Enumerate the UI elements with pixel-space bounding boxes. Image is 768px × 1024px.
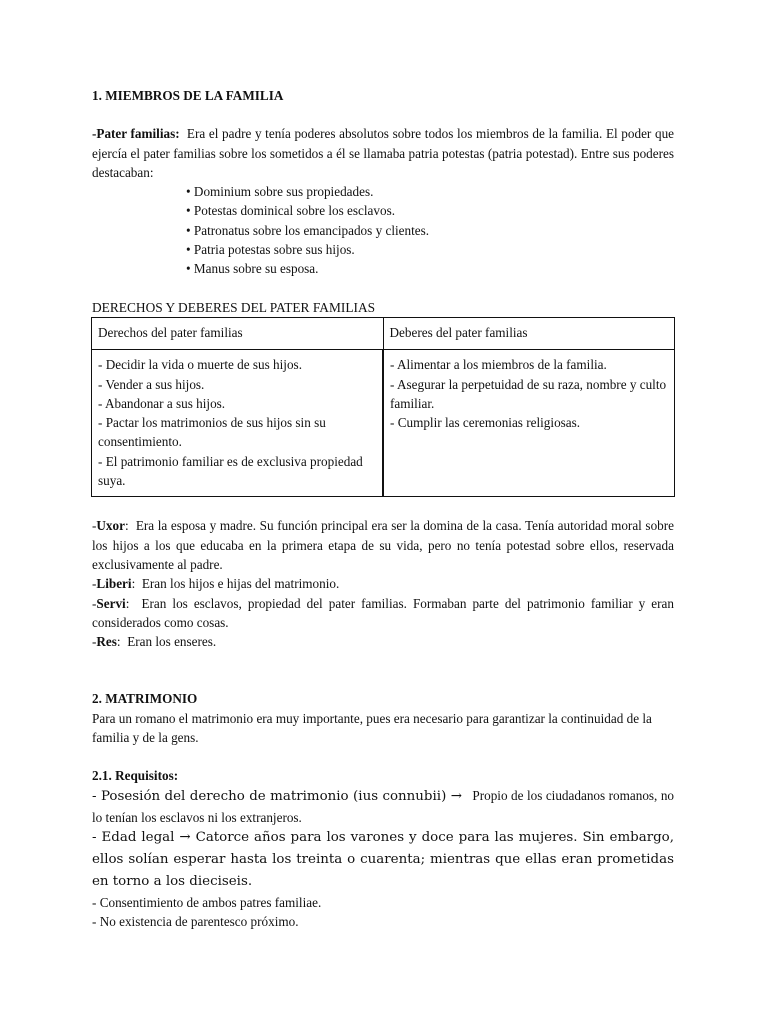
power-item: • Dominium sobre sus propiedades.: [186, 182, 674, 201]
right-item: - Abandonar a sus hijos.: [98, 395, 226, 411]
duty-item: - Cumplir las ceremonias religiosas.: [390, 415, 581, 431]
pater-familias-label: -Pater familias:: [92, 126, 180, 142]
member-servi: -Servi: Eran los esclavos, propiedad del pater familias. Formaban parte del patrimonio familiar y eran considerados como cosas.: [92, 595, 675, 630]
member-liberi: -Liberi: Eran los hijos e hijas del matrimonio.: [92, 576, 340, 592]
section-2-intro: Para un romano el matrimonio era muy importante, pues era necesario para garantizar la continuidad de la familia y de la gens.: [92, 710, 652, 746]
pater-familias-paragraph: [92, 124, 674, 182]
header-duties: Deberes del pater familias: [383, 317, 675, 349]
rights-cell: [92, 350, 384, 497]
member-text: Eran los enseres.: [127, 634, 217, 650]
requirement-2: - Edad legal → Catorce años para los varones y doce para las mujeres. Sin embargo, ellos solían esperar hasta los treinta o cuarenta; mientras que ellas eran prometidas en torno a los dieciseis.: [92, 829, 674, 889]
duties-cell: [383, 350, 675, 497]
duty-item: - Asegurar la perpetuidad de su raza, nombre y culto familiar.: [390, 376, 667, 411]
member-term: Servi: [96, 595, 126, 611]
right-item: - Vender a sus hijos.: [98, 376, 205, 392]
pater-familias-text: Era el padre y tenía poderes absolutos sobre todos los miembros de la familia. El poder que ejercía el pater familias sobre los sometidos a él se llamaba patria potestas (patria potestad). Entre sus poderes destacaban:: [92, 126, 675, 180]
member-term: Liberi: [96, 576, 132, 592]
member-text: Era la esposa y madre. Su función principal era ser la domina de la casa. Tenía autoridad moral sobre los hijos a los que educaba en la primera etapa de su vida, pero no tenía potestad sobre ellos, reservada exclusivamente al padre.: [92, 518, 675, 572]
power-item: • Patronatus sobre los emancipados y clientes.: [186, 221, 674, 240]
document-page: [92, 86, 674, 932]
member-uxor: -Uxor: Era la esposa y madre. Su función principal era ser la domina de la casa. Tenía autoridad moral sobre los hijos a los que educaba en la primera etapa de su vida, pero no tenía potestad sobre ellos, reservada exclusivamente al padre.: [92, 518, 675, 572]
requirements-title: 2.1. Requisitos:: [92, 768, 179, 784]
header-rights: Derechos del pater familias: [92, 317, 384, 349]
table-header-row: [92, 317, 675, 349]
requirement-4: - No existencia de parentesco próximo.: [92, 914, 299, 930]
table-title: DERECHOS Y DEBERES DEL PATER FAMILIAS: [92, 299, 376, 315]
member-res: -Res: Eran los enseres.: [92, 634, 217, 650]
right-item: - Pactar los matrimonios de sus hijos sin su consentimiento.: [98, 415, 326, 450]
power-item: • Potestas dominical sobre los esclavos.: [186, 201, 674, 220]
requirement-3: - Consentimiento de ambos patres familiae.: [92, 894, 322, 910]
requirement-1: - Posesión del derecho de matrimonio (ius connubii) → Propio de los ciudadanos romanos, no lo tenían los esclavos ni los extranjeros.: [92, 787, 675, 825]
right-item: - El patrimonio familiar es de exclusiva propiedad suya.: [98, 453, 363, 489]
member-text: Eran los esclavos, propiedad del pater familias. Formaban parte del patrimonio familiar y eran considerados como cosas.: [92, 595, 675, 630]
power-item: • Manus sobre su esposa.: [186, 259, 674, 278]
rights-duties-table: [91, 317, 675, 497]
member-term: Res: [96, 634, 117, 650]
duty-item: - Alimentar a los miembros de la familia.: [390, 357, 607, 373]
section-1-title: 1. MIEMBROS DE LA FAMILIA: [92, 88, 284, 103]
power-item: • Patria potestas sobre sus hijos.: [186, 240, 674, 259]
member-term: Uxor: [96, 518, 125, 534]
table-row: [92, 350, 675, 497]
member-text: Eran los hijos e hijas del matrimonio.: [141, 576, 340, 592]
right-item: - Decidir la vida o muerte de sus hijos.: [98, 357, 302, 373]
section-2-title: 2. MATRIMONIO: [92, 691, 198, 707]
powers-list: [92, 182, 674, 278]
